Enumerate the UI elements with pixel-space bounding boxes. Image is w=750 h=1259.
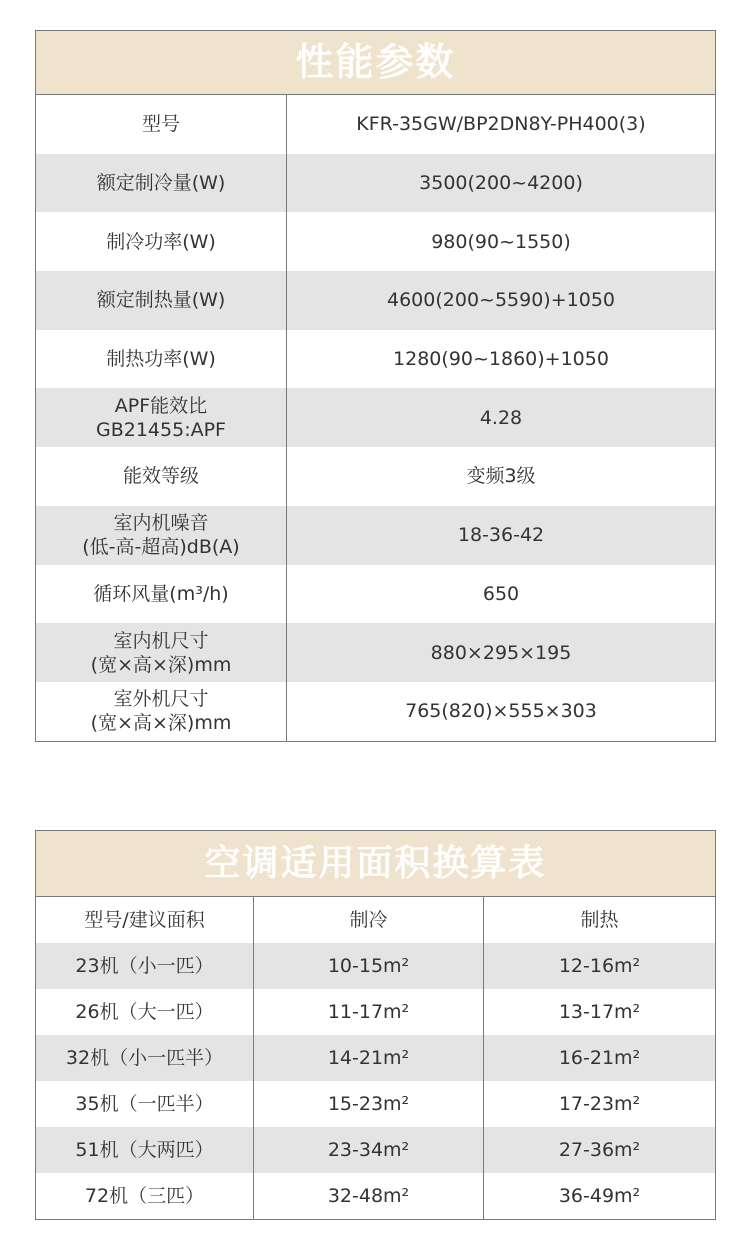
- area-table-body: [36, 943, 715, 1219]
- spec-label: [36, 388, 286, 447]
- area-cooling: 10-15m²: [253, 943, 483, 989]
- spec-label-line: 制热功率(W): [106, 348, 216, 371]
- area-model: 26机（大一匹）: [75, 1001, 214, 1023]
- spec-row: [36, 212, 715, 271]
- spec-row: [36, 271, 715, 330]
- area-table-header-row: [36, 897, 715, 943]
- area-table: [35, 830, 716, 1220]
- header-model: 型号/建议面积: [84, 909, 205, 931]
- header-heating: 制热: [483, 897, 715, 943]
- spec-value: 变频3级: [286, 447, 715, 506]
- area-model: 35机（一匹半）: [75, 1093, 214, 1115]
- header-cooling: 制冷: [253, 897, 483, 943]
- spec-label: [36, 330, 286, 389]
- spec-label-line: (宽×高×深)mm: [90, 712, 232, 735]
- spec-table-title: 性能参数: [36, 31, 715, 95]
- spec-label-line: 室内机噪音: [113, 512, 209, 535]
- area-row: [36, 989, 715, 1035]
- area-heating: 16-21m²: [483, 1035, 715, 1081]
- spec-value: KFR-35GW/BP2DN8Y-PH400(3): [286, 95, 715, 154]
- spec-row: [36, 565, 715, 624]
- spec-value: 980(90~1550): [286, 212, 715, 271]
- spec-value: 880×295×195: [286, 623, 715, 682]
- area-cooling: 23-34m²: [253, 1127, 483, 1173]
- spec-value: 3500(200~4200): [286, 154, 715, 213]
- spec-label-line: 室外机尺寸: [113, 688, 209, 711]
- spec-label-line: 型号: [141, 113, 180, 136]
- spec-label: [36, 682, 286, 741]
- area-heating: 17-23m²: [483, 1081, 715, 1127]
- area-model: 72机（三匹）: [84, 1185, 205, 1207]
- spec-label-line: 能效等级: [122, 465, 199, 488]
- spec-table-body: [36, 95, 715, 741]
- spec-value: 18-36-42: [286, 506, 715, 565]
- spec-label: [36, 623, 286, 682]
- spec-row: [36, 447, 715, 506]
- area-heating: 12-16m²: [483, 943, 715, 989]
- spec-label: [36, 212, 286, 271]
- area-cooling: 14-21m²: [253, 1035, 483, 1081]
- spec-row: [36, 388, 715, 447]
- area-cooling: 11-17m²: [253, 989, 483, 1035]
- area-heating: 36-49m²: [483, 1173, 715, 1219]
- spec-value: 1280(90~1860)+1050: [286, 330, 715, 389]
- spec-table: [35, 30, 716, 742]
- area-row: [36, 1081, 715, 1127]
- spec-label: [36, 565, 286, 624]
- spec-value: 765(820)×555×303: [286, 682, 715, 741]
- spec-label: [36, 154, 286, 213]
- area-row: [36, 943, 715, 989]
- spec-row: [36, 682, 715, 741]
- area-cooling: 15-23m²: [253, 1081, 483, 1127]
- spec-label-line: APF能效比: [114, 394, 208, 417]
- spec-label-line: 制冷功率(W): [106, 230, 216, 253]
- area-model: 32机（小一匹半）: [65, 1047, 224, 1069]
- area-row: [36, 1127, 715, 1173]
- spec-label: [36, 506, 286, 565]
- spec-label: [36, 271, 286, 330]
- area-table-title: 空调适用面积换算表: [36, 831, 715, 897]
- spec-label-line: (宽×高×深)mm: [90, 653, 232, 676]
- spec-value: 4.28: [286, 388, 715, 447]
- area-row: [36, 1173, 715, 1219]
- area-heating: 13-17m²: [483, 989, 715, 1035]
- spec-label-line: (低-高-超高)dB(A): [82, 536, 240, 559]
- spec-row: [36, 506, 715, 565]
- spec-label-line: 室内机尺寸: [113, 629, 209, 652]
- spec-row: [36, 623, 715, 682]
- area-row: [36, 1035, 715, 1081]
- area-heating: 27-36m²: [483, 1127, 715, 1173]
- spec-label-line: GB21455:APF: [96, 418, 226, 441]
- area-model: 51机（大两匹）: [75, 1139, 214, 1161]
- spec-label-line: 循环风量(m³/h): [93, 582, 229, 605]
- spec-label-line: 额定制冷量(W): [96, 172, 226, 195]
- spec-label-line: 额定制热量(W): [96, 289, 226, 312]
- spec-row: [36, 330, 715, 389]
- spec-label: [36, 95, 286, 154]
- spec-row: [36, 154, 715, 213]
- spec-row: [36, 95, 715, 154]
- area-cooling: 32-48m²: [253, 1173, 483, 1219]
- spec-value: 650: [286, 565, 715, 624]
- spec-value: 4600(200~5590)+1050: [286, 271, 715, 330]
- area-model: 23机（小一匹）: [75, 955, 214, 977]
- spec-label: [36, 447, 286, 506]
